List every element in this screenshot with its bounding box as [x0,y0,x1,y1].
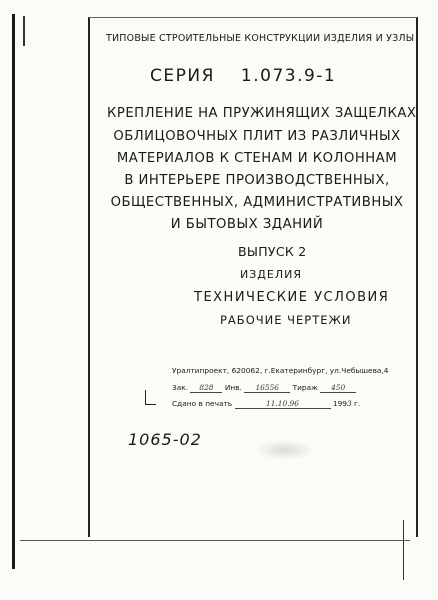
header-subtitle: ТИПОВЫЕ СТРОИТЕЛЬНЫЕ КОНСТРУКЦИИ ИЗДЕЛИЯ И УЗЛЫ [106,33,415,44]
publisher-print-line [172,399,360,409]
issue-items: ИЗДЕЛИЯ [240,268,302,281]
year-value: 3 [346,399,352,408]
title-line-5: ОБЩЕСТВЕННЫХ, АДМИНИСТРАТИВНЫХ [110,195,404,210]
inv-label: Инв. [224,383,242,392]
series-label: СЕРИЯ [150,66,215,86]
issue-tech-conditions: ТЕХНИЧЕСКИЕ УСЛОВИЯ [194,290,390,305]
inv-value: 16556 [244,383,290,393]
scan-left-tick [23,16,25,46]
publisher-address: Уралтипроект, 620062, г.Екатеринбург, ул.Чебышева,4 [172,366,389,375]
order-value: 828 [190,383,222,393]
scan-left-edge [12,14,15,569]
issue-label: ВЫПУСК 2 [238,244,307,259]
series-heading [150,66,336,86]
issue-drawings: РАБОЧИЕ ЧЕРТЕЖИ [220,313,352,327]
title-line-6: И БЫТОВЫХ ЗДАНИЙ [170,217,324,232]
run-value: 450 [320,383,356,393]
order-label: Зак. [172,383,189,392]
corner-mark [145,390,156,405]
year-suffix: г. [354,399,361,408]
year-prefix: 199 [332,399,347,408]
sheet-number: 1065-02 [128,430,202,449]
run-label: Тираж [292,383,318,392]
title-line-1: КРЕПЛЕНИЕ НА ПРУЖИНЯЩИХ ЗАЩЕЛКАХ [107,106,417,121]
frame-bottom-line [20,540,410,541]
stamp-smudge [255,440,315,460]
series-number: 1.073.9-1 [240,66,337,86]
print-label: Сдано в печать [172,399,233,408]
title-line-4: В ИНТЕРЬЕРЕ ПРОИЗВОДСТВЕННЫХ, [124,173,390,188]
print-value: 11.10.96 [235,399,331,409]
publisher-order-line [172,383,356,393]
frame-right-tick [403,520,404,580]
title-line-2: ОБЛИЦОВОЧНЫХ ПЛИТ ИЗ РАЗЛИЧНЫХ [113,129,401,144]
title-line-3: МАТЕРИАЛОВ К СТЕНАМ И КОЛОННАМ [116,151,398,166]
